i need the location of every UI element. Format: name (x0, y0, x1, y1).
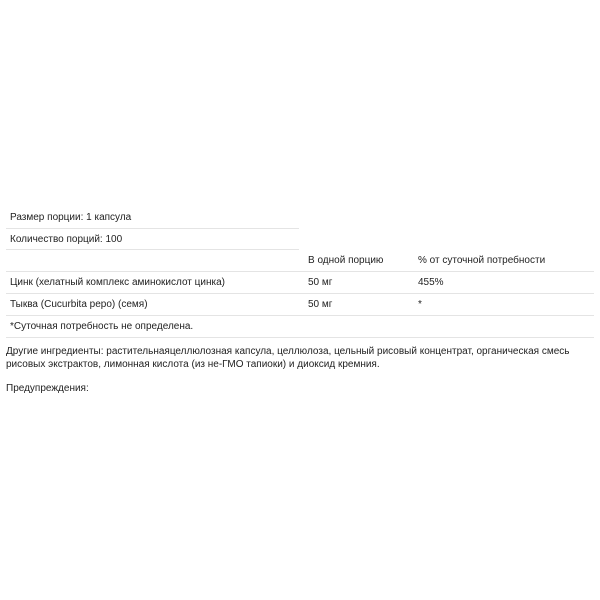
other-ingredients: Другие ингредиенты: растительнаяцеллюлозная капсула, целлюлоза, цельный рисовый концентрат, органическая смесь рисовых экстрактов, лимонная кислота (из не-ГМО тапиоки) и диоксид кремния. (6, 346, 570, 370)
warnings-heading: Предупреждения: (6, 383, 89, 394)
ingredient-name: Тыква (Cucurbita pepo) (семя) (10, 299, 148, 310)
servings-per-container: Количество порций: 100 (10, 233, 123, 245)
footnote: *Суточная потребность не определена. (10, 321, 194, 332)
table-row (6, 272, 594, 294)
ingredient-amount: 50 мг (308, 299, 333, 310)
table-header-row (6, 250, 594, 272)
servings-per-container-row (6, 229, 299, 250)
ingredient-daily-value: 455% (418, 277, 444, 288)
ingredient-amount: 50 мг (308, 277, 333, 288)
table-row (6, 294, 594, 316)
ingredient-daily-value: * (418, 299, 422, 310)
serving-size-row (6, 207, 299, 229)
column-header-daily-value: % от суточной потребности (418, 255, 546, 266)
column-header-per-serving: В одной порцию (308, 255, 384, 266)
supplement-facts-table (6, 207, 594, 338)
serving-size: Размер порции: 1 капсула (10, 212, 132, 223)
ingredient-name: Цинк (хелатный комплекс аминокислот цинка) (10, 277, 225, 288)
footnote-row (6, 316, 594, 338)
